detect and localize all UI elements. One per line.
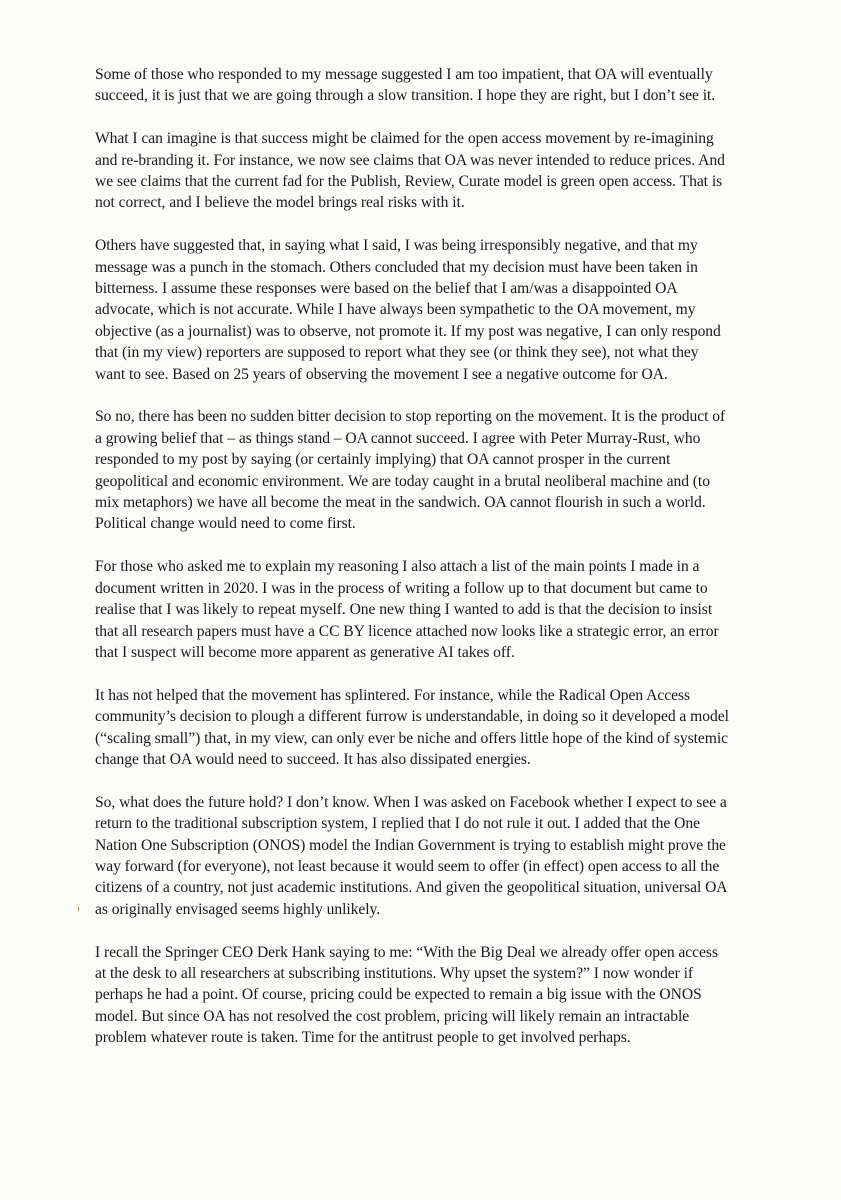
- paragraph: [95, 64, 815, 107]
- text-line: we see claims that the current fad for the Publish, Review, Curate model is green open access. That is: [95, 173, 723, 191]
- text-line: that I suspect will become more apparent as generative AI takes off.: [95, 643, 515, 661]
- text-line: succeed, it is just that we are going through a slow transition. I hope they are right, but I don’t see it.: [95, 87, 716, 105]
- text-line: geopolitical and economic environment. We are today caught in a brutal neoliberal machine and (to: [95, 472, 710, 490]
- text-line: want to see. Based on 25 years of observing the movement I see a negative outcome for OA.: [95, 365, 668, 383]
- paragraph: [95, 128, 815, 214]
- text-line: way forward (for everyone), not least because it would seem to offer (in effect) open access to all the: [95, 857, 720, 875]
- text-line: For those who asked me to explain my reasoning I also attach a list of the main points I made in a: [95, 558, 700, 576]
- text-line: (“scaling small”) that, in my view, can only ever be niche and offers little hope of the kind of systemic: [95, 729, 729, 747]
- text-line: that all research papers must have a CC BY licence attached now looks like a strategic error, an error: [95, 622, 719, 640]
- text-line: as originally envisaged seems highly unlikely.: [95, 900, 381, 918]
- text-line: model. But since OA has not resolved the cost problem, pricing will likely remain an intractable: [95, 1007, 690, 1025]
- scan-speck: [78, 907, 79, 911]
- document-body: [95, 64, 815, 1070]
- text-line: change that OA would need to succeed. It has also dissipated energies.: [95, 750, 531, 768]
- paragraph: [95, 235, 815, 385]
- text-line: problem whatever route is taken. Time for the antitrust people to get involved perhaps.: [95, 1029, 631, 1047]
- text-line: citizens of a country, not just academic institutions. And given the geopolitical situation, universal OA: [95, 879, 728, 897]
- text-line: at the desk to all researchers at subscribing institutions. Why upset the system?” I now wonder if: [95, 964, 694, 982]
- text-line: So, what does the future hold? I don’t know. When I was asked on Facebook whether I expect to see a: [95, 793, 727, 811]
- text-line: not correct, and I believe the model brings real risks with it.: [95, 194, 465, 212]
- text-line: What I can imagine is that success might be claimed for the open access movement by re-imagining: [95, 130, 714, 148]
- text-line: bitterness. I assume these responses were based on the belief that I am/was a disappointed OA: [95, 280, 678, 298]
- text-line: return to the traditional subscription system, I replied that I do not rule it out. I added that the One: [95, 815, 700, 833]
- text-line: mix metaphors) we have all become the meat in the sandwich. OA cannot flourish in such a world.: [95, 494, 706, 512]
- paragraph: [95, 792, 815, 920]
- text-line: Others have suggested that, in saying what I said, I was being irresponsibly negative, and that my: [95, 237, 698, 255]
- paragraph: [95, 556, 815, 663]
- text-line: It has not helped that the movement has splintered. For instance, while the Radical Open Access: [95, 686, 691, 704]
- text-line: responded to my post by saying (or certainly implying) that OA cannot prosper in the current: [95, 451, 671, 469]
- text-line: a growing belief that – as things stand – OA cannot succeed. I agree with Peter Murray-Rust, who: [95, 429, 701, 447]
- text-line: perhaps he had a point. Of course, pricing could be expected to remain a big issue with the ONOS: [95, 986, 702, 1004]
- text-line: advocate, which is not accurate. While I have always been sympathetic to the OA movement, my: [95, 301, 696, 319]
- paragraph: [95, 685, 815, 771]
- text-line: objective (as a journalist) was to observe, not promote it. If my post was negative, I can only respond: [95, 322, 721, 340]
- text-line: and re-branding it. For instance, we now see claims that OA was never intended to reduce prices. And: [95, 151, 725, 169]
- text-line: Political change would need to come first.: [95, 515, 356, 533]
- text-line: that (in my view) reporters are supposed to report what they see (or think they see), not what they: [95, 344, 699, 362]
- text-line: Some of those who responded to my message suggested I am too impatient, that OA will eventually: [95, 66, 713, 83]
- text-line: message was a punch in the stomach. Others concluded that my decision must have been taken in: [95, 258, 698, 276]
- text-line: So no, there has been no sudden bitter decision to stop reporting on the movement. It is the product of: [95, 408, 726, 426]
- text-line: document written in 2020. I was in the process of writing a follow up to that document but came to: [95, 579, 708, 597]
- text-line: community’s decision to plough a different furrow is understandable, in doing so it developed a model: [95, 708, 729, 726]
- paragraph: [95, 942, 815, 1049]
- text-line: I recall the Springer CEO Derk Hank saying to me: “With the Big Deal we already offer open access: [95, 943, 718, 961]
- text-line: realise that I was likely to repeat myself. One new thing I wanted to add is that the decision to insist: [95, 601, 713, 619]
- paragraph: [95, 406, 815, 534]
- text-line: Nation One Subscription (ONOS) model the Indian Government is trying to establish might prove the: [95, 836, 726, 854]
